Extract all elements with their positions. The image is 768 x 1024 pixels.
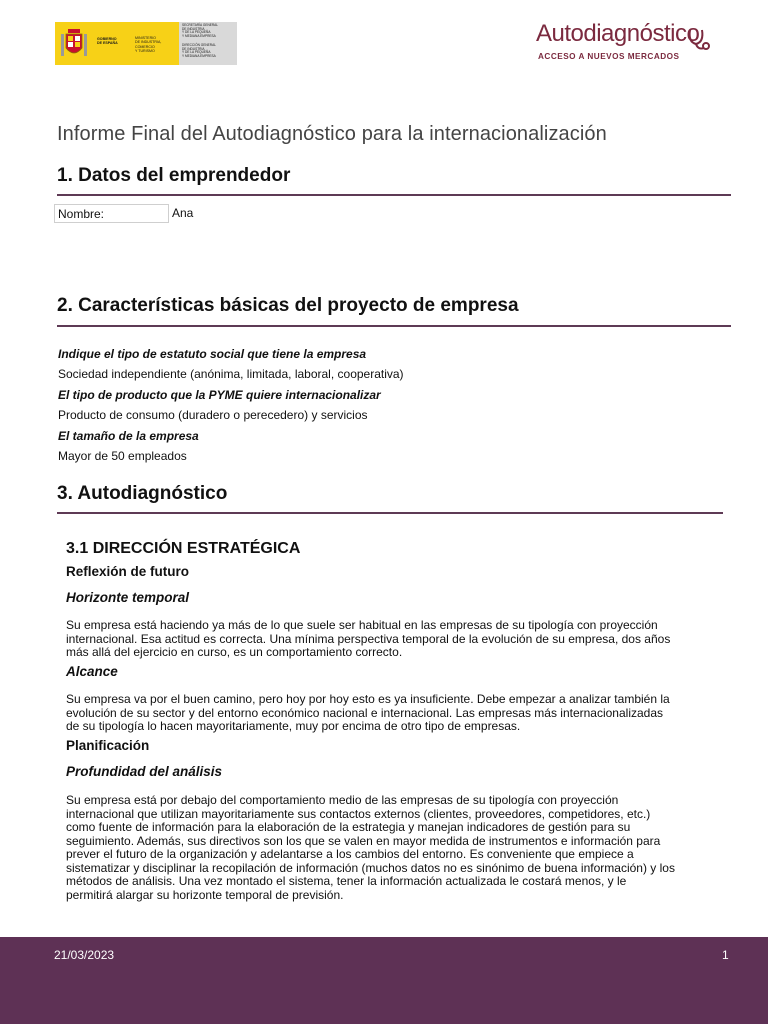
question-size: El tamaño de la empresa xyxy=(58,429,199,443)
answer-statute: Sociedad independiente (anónima, limitada, laboral, cooperativa) xyxy=(58,367,404,381)
stethoscope-icon xyxy=(686,26,712,52)
government-logo xyxy=(55,22,237,65)
gov-logo-yellow-panel xyxy=(55,22,179,65)
report-title: Informe Final del Autodiagnóstico para la internacionalización xyxy=(57,123,607,145)
answer-size: Mayor de 50 empleados xyxy=(58,449,187,463)
secretaria-text: SECRETARÍA GENERAL DE INDUSTRIA Y DE LA PEQUEÑA Y MEDIANA EMPRESA xyxy=(182,23,219,39)
profundidad-heading: Profundidad del análisis xyxy=(66,764,223,779)
horizonte-text: Su empresa está haciendo ya más de lo que suele ser habitual en las empresas de su tipología con proyección internacional. Esa actitud es correcta. Una mínima perspectiva temporal de la evolución de su empresa, dos años más allá del ejercicio en curso, es un comportamiento correcto. xyxy=(66,618,671,659)
subsection-heading: 3.1 DIRECCIÓN ESTRATÉGICA xyxy=(66,540,301,557)
autodiagnostico-logo xyxy=(536,20,716,64)
page-number: 1 xyxy=(722,948,729,962)
ministry-text: MINISTERIO DE INDUSTRIA, COMERCIO Y TURISMO xyxy=(135,36,162,53)
alcance-heading: Alcance xyxy=(66,664,118,679)
section-1-divider xyxy=(57,194,731,196)
planificacion-heading: Planificación xyxy=(66,738,150,753)
footer-date: 21/03/2023 xyxy=(54,948,115,962)
name-value: Ana xyxy=(172,206,194,220)
brand-title: Autodiagnóstico xyxy=(536,20,700,47)
brand-subtitle: ACCESO A NUEVOS MERCADOS xyxy=(538,52,680,61)
name-label-box: Nombre: xyxy=(54,204,169,223)
answer-product: Producto de consumo (duradero o perecedero) y servicios xyxy=(58,408,368,422)
alcance-text: Su empresa va por el buen camino, pero hoy por hoy esto es ya insuficiente. Debe empezar a analizar también la evolución de su sector y del entorno económico nacional e internacional. Las empresas más internacionalizadas de su tipología lo hacen mayoritariamente, muy por encima de otro tipo de empresas. xyxy=(66,692,670,733)
section-1-heading: 1. Datos del emprendedor xyxy=(57,165,291,186)
horizonte-heading: Horizonte temporal xyxy=(66,590,190,605)
direccion-text: DIRECCIÓN GENERAL DE INDUSTRIA Y DE LA PEQUEÑA Y MEDIANA EMPRESA xyxy=(182,43,217,59)
coat-of-arms-icon xyxy=(60,28,88,60)
reflexion-heading: Reflexión de futuro xyxy=(66,564,190,579)
question-statute: Indique el tipo de estatuto social que tiene la empresa xyxy=(58,347,367,361)
gov-logo-grey-panel xyxy=(179,22,237,65)
question-product: El tipo de producto que la PYME quiere internacionalizar xyxy=(58,388,381,402)
section-2-divider xyxy=(57,325,731,327)
section-3-divider xyxy=(57,512,723,514)
section-2-heading: 2. Características básicas del proyecto de empresa xyxy=(57,295,519,316)
gov-logo-text: GOBIERNO DE ESPAÑA xyxy=(97,37,118,46)
page-footer xyxy=(0,937,768,1024)
profundidad-text: Su empresa está por debajo del comportamiento medio de las empresas de su tipología con proyección internacional que utilizan mayoritariamente sus contactos externos (clientes, proveedores, competidores, etc.) como fuente de información para la elaboración de la estrategia y manejan indicadores de gestión para su seguimiento. Además, sus directivos son los que se valen en mayor medida de instrumentos e información para prever el futuro de la organización y adelantarse a los cambios del entorno. Es conveniente que empiece a sistematizar y disciplinar la recopilación de información (muchos datos no es sinónimo de buena información) y los métodos de análisis. Una vez montado el sistema, tener la información actualizada le costará menos, y le permitirá alargar su horizonte temporal de previsión. xyxy=(66,793,675,902)
section-3-heading: 3. Autodiagnóstico xyxy=(57,483,228,504)
